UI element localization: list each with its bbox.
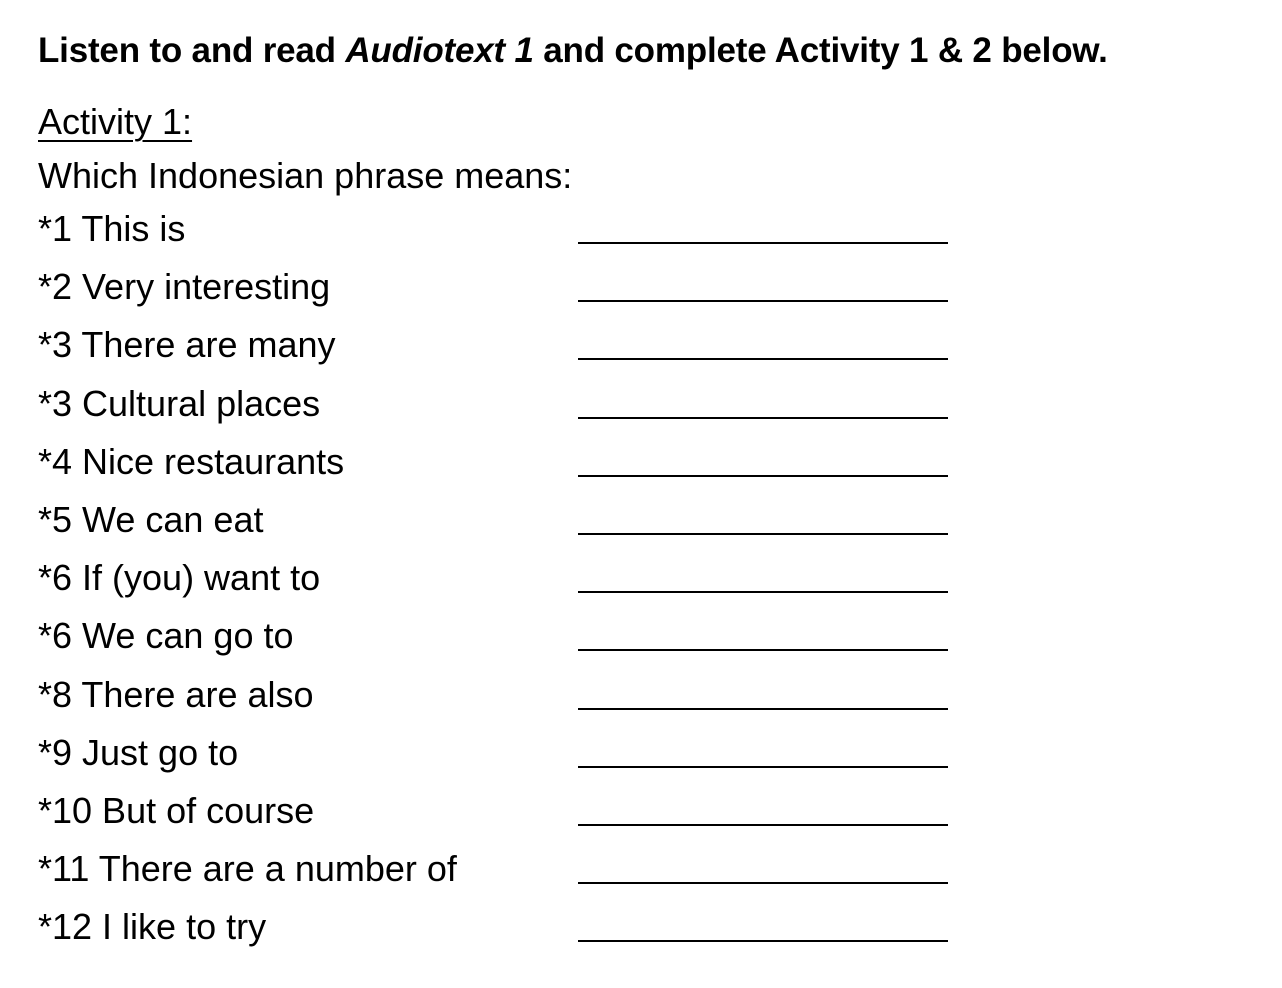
answer-blank[interactable] [578,708,948,710]
item-label: *2 Very interesting [38,266,331,308]
list-item [38,498,958,556]
answer-blank[interactable] [578,940,948,942]
item-label: *11 There are a number of [38,848,457,890]
audiotext-title: Audiotext 1 [345,31,534,70]
item-label: *12 I like to try [38,906,267,948]
answer-blank[interactable] [578,591,948,593]
item-label: *4 Nice restaurants [38,440,345,482]
item-label: *5 We can eat [38,498,264,540]
answer-blank[interactable] [578,766,948,768]
answer-blank[interactable] [578,300,948,302]
list-item [38,905,958,963]
item-label: *1 This is [38,208,186,249]
instruction-text-after: and complete Activity 1 & 2 below. [533,31,1108,70]
answer-blank[interactable] [578,242,948,244]
item-label: *8 There are also [38,673,314,715]
list-item [38,673,958,731]
activity-heading: Activity 1: [38,101,193,142]
item-label: *6 We can go to [38,615,294,657]
answer-blank[interactable] [578,649,948,651]
list-item [38,789,958,847]
item-label: *3 Cultural places [38,382,321,424]
list-item [38,847,958,905]
instruction-heading [38,30,1108,72]
item-label: *10 But of course [38,789,315,831]
list-item [38,382,958,440]
answer-blank[interactable] [578,417,948,419]
item-label: *9 Just go to [38,731,239,773]
list-item [38,614,958,672]
list-item [38,265,958,323]
instruction-text-before: Listen to and read [38,31,346,70]
answer-blank[interactable] [578,475,948,477]
answer-blank[interactable] [578,358,948,360]
answer-blank[interactable] [578,533,948,535]
list-item [38,323,958,381]
list-item [38,556,958,614]
phrase-list [38,207,958,963]
list-item [38,207,958,265]
item-label: *3 There are many [38,324,336,366]
list-item [38,440,958,498]
answer-blank[interactable] [578,824,948,826]
question-prompt: Which Indonesian phrase means: [38,155,573,196]
item-label: *6 If (you) want to [38,557,321,599]
answer-blank[interactable] [578,882,948,884]
list-item [38,731,958,789]
